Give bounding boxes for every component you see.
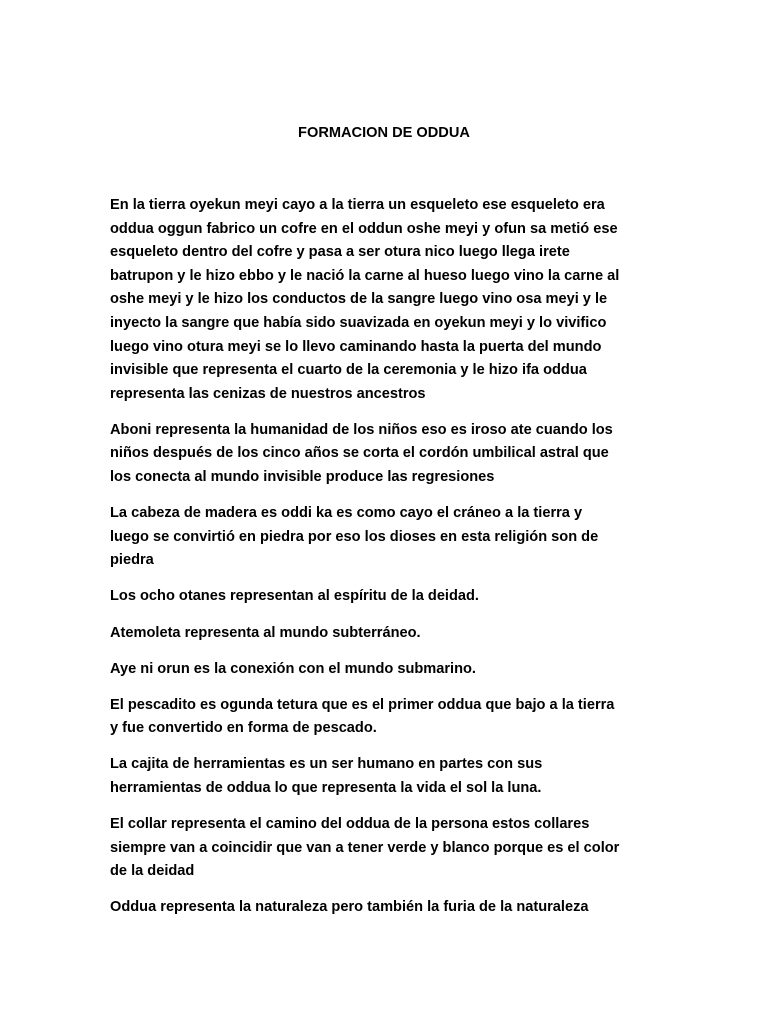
paragraph-9 (110, 813, 658, 884)
paragraph-3 (110, 502, 658, 573)
text-line: oddua oggun fabrico un cofre en el oddun oshe meyi y ofun sa metió ese (110, 220, 618, 237)
text-line: Aye ni orun es la conexión con el mundo submarino. (110, 660, 476, 677)
text-line: de la deidad (110, 863, 195, 880)
text-line: esqueleto dentro del cofre y pasa a ser otura nico luego llega irete (110, 244, 570, 261)
text-line: Oddua representa la naturaleza pero también la furia de la naturaleza (110, 899, 589, 916)
text-line: batrupon y le hizo ebbo y le nació la carne al hueso luego vino la carne al (110, 267, 620, 284)
paragraph-8 (110, 753, 658, 800)
document-body (110, 194, 658, 932)
paragraph-7 (110, 694, 658, 741)
text-line: El pescadito es ogunda tetura que es el primer oddua que bajo a la tierra (110, 696, 615, 713)
text-line: y fue convertido en forma de pescado. (110, 720, 377, 737)
text-line: niños después de los cinco años se corta el cordón umbilical astral que (110, 445, 609, 462)
document-title: FORMACION DE ODDUA (298, 125, 470, 141)
paragraph-5 (110, 622, 658, 646)
text-line: Atemoleta representa al mundo subterráneo. (110, 624, 421, 641)
paragraph-6 (110, 658, 658, 682)
text-line: inyecto la sangre que había sido suavizada en oyekun meyi y lo vivifico (110, 314, 607, 331)
text-line: invisible que representa el cuarto de la ceremonia y le hizo ifa oddua (110, 362, 587, 379)
paragraph-1 (110, 194, 658, 406)
text-line: La cabeza de madera es oddi ka es como cayo el cráneo a la tierra y (110, 505, 583, 522)
text-line: luego vino otura meyi se lo llevo caminando hasta la puerta del mundo (110, 338, 602, 355)
text-line: Los ocho otanes representan al espíritu de la deidad. (110, 588, 479, 605)
text-line: herramientas de oddua lo que representa la vida el sol la luna. (110, 779, 542, 796)
text-line: piedra (110, 552, 154, 569)
text-line: siempre van a coincidir que van a tener verde y blanco porque es el color (110, 839, 620, 856)
text-line: representa las cenizas de nuestros ancestros (110, 385, 426, 402)
paragraph-4 (110, 585, 658, 609)
paragraph-10 (110, 896, 658, 920)
text-line: La cajita de herramientas es un ser humano en partes con sus (110, 756, 543, 773)
text-line: luego se convirtió en piedra por eso los dioses en esta religión son de (110, 528, 599, 545)
paragraph-2 (110, 419, 658, 490)
text-line: Aboni representa la humanidad de los niños eso es iroso ate cuando los (110, 421, 613, 438)
text-line: El collar representa el camino del oddua de la persona estos collares (110, 816, 590, 833)
text-line: oshe meyi y le hizo los conductos de la sangre luego vino osa meyi y le (110, 291, 608, 308)
text-line: En la tierra oyekun meyi cayo a la tierra un esqueleto ese esqueleto era (110, 197, 605, 213)
text-line: los conecta al mundo invisible produce las regresiones (110, 469, 495, 486)
